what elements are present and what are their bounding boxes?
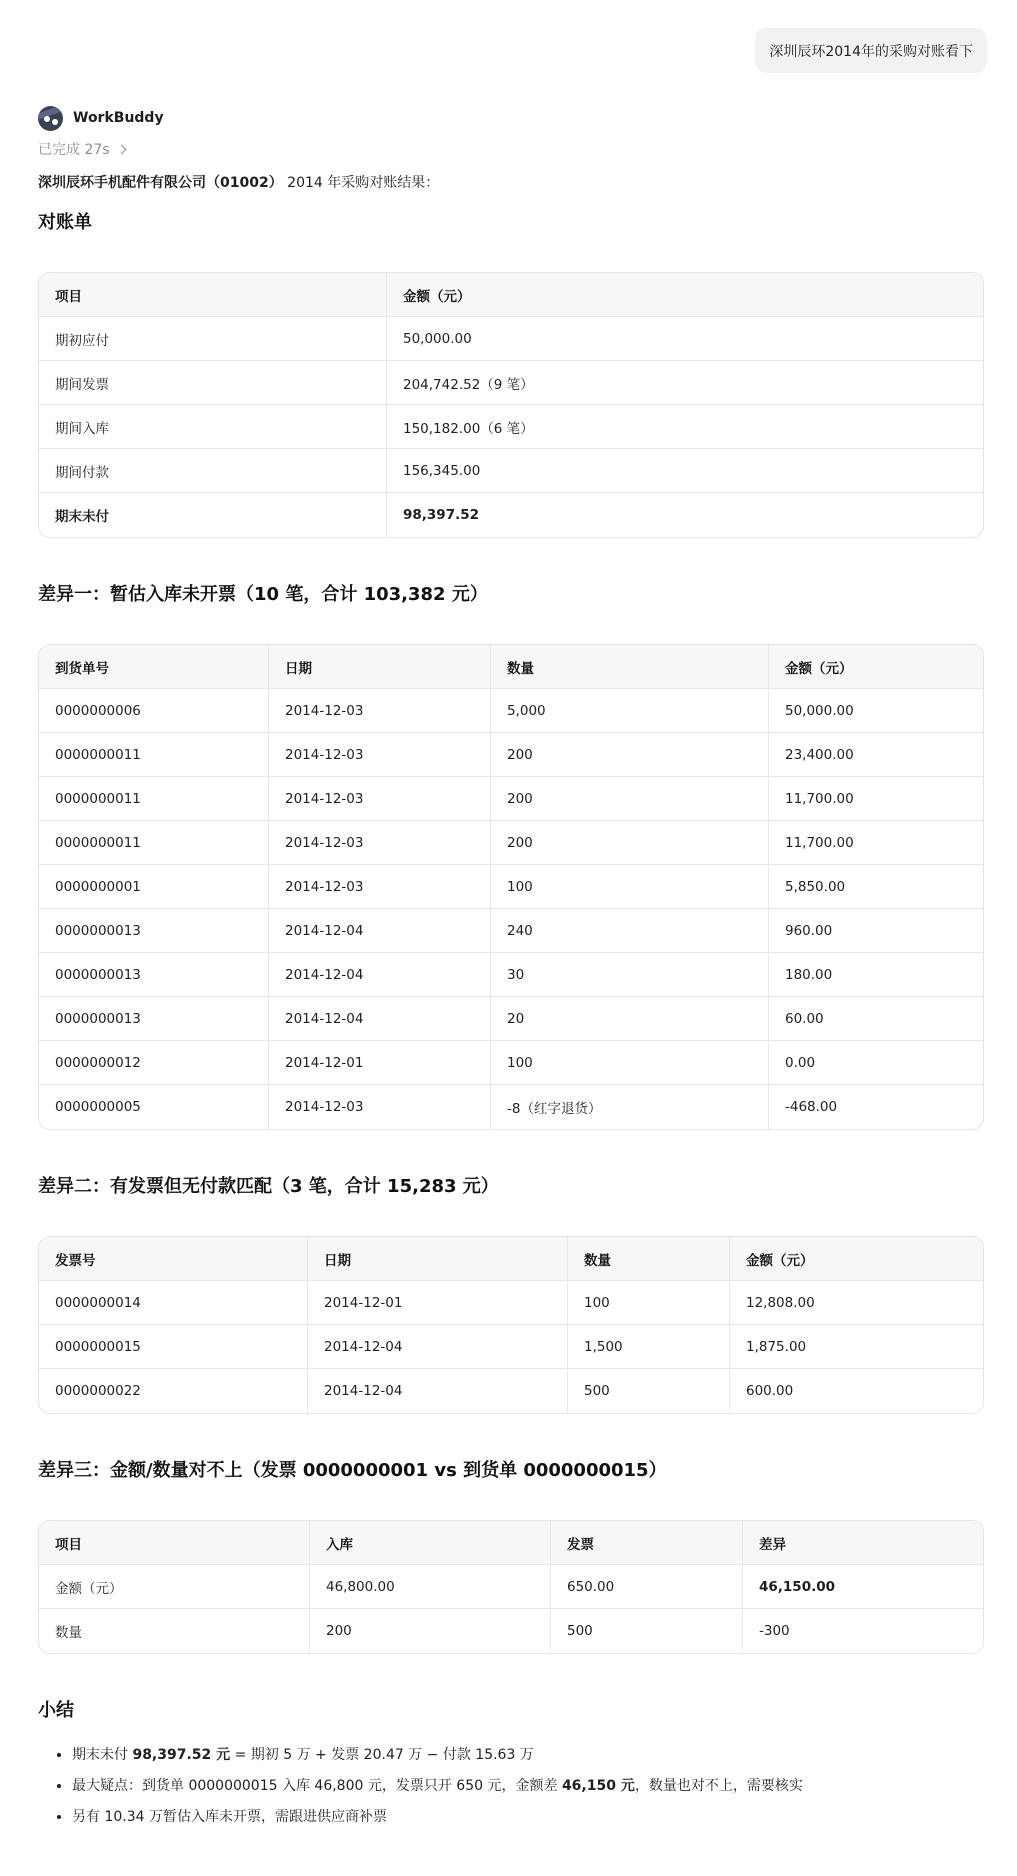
column-header: 金额（元） <box>730 1237 983 1281</box>
assistant-message <box>38 104 984 1833</box>
table-cell: 2014-12-03 <box>269 689 491 733</box>
diff2-table <box>38 1236 984 1414</box>
agent-name: WorkBuddy <box>73 110 164 126</box>
table-cell: 0000000005 <box>39 1085 269 1129</box>
column-header: 数量 <box>568 1237 730 1281</box>
table-cell: 50,000.00 <box>769 689 983 733</box>
column-header: 数量 <box>491 645 769 689</box>
table-cell: 1,875.00 <box>730 1325 983 1369</box>
table-cell: 180.00 <box>769 953 983 997</box>
column-header: 项目 <box>39 1521 310 1565</box>
table-cell: 数量 <box>39 1609 310 1653</box>
table-row <box>39 1325 983 1369</box>
table-cell: 2014-12-04 <box>308 1369 568 1413</box>
table-cell: 0000000013 <box>39 953 269 997</box>
column-header: 差异 <box>743 1521 983 1565</box>
table-cell: 2014-12-01 <box>308 1281 568 1325</box>
table-cell: 20 <box>491 997 769 1041</box>
column-header: 日期 <box>308 1237 568 1281</box>
summary-text: = 期初 5 万 + 发票 20.47 万 − 付款 15.63 万 <box>230 1747 534 1763</box>
table-cell: 150,182.00（6 笔） <box>387 405 983 449</box>
table-cell: 2014-12-04 <box>308 1325 568 1369</box>
table-row <box>39 953 983 997</box>
table-cell: 12,808.00 <box>730 1281 983 1325</box>
diff3-title: 差异三：金额/数量对不上（发票 0000000001 vs 到货单 0000000015） <box>38 1460 667 1481</box>
table-cell: 5,000 <box>491 689 769 733</box>
table-row <box>39 1609 983 1653</box>
table-cell: 2014-12-04 <box>269 953 491 997</box>
table-header-row <box>39 645 983 689</box>
table-cell: 50,000.00 <box>387 317 983 361</box>
table-cell: 100 <box>491 865 769 909</box>
list-item <box>72 1740 984 1771</box>
summary-text: ，数量也对不上，需要核实 <box>634 1778 803 1794</box>
table-cell: 650.00 <box>551 1565 743 1609</box>
table-cell: 200 <box>491 821 769 865</box>
table-cell: 0000000011 <box>39 733 269 777</box>
table-row <box>39 1281 983 1325</box>
statement-title: 对账单 <box>38 212 92 233</box>
intro-text: 2014 年采购对账结果： <box>282 175 440 191</box>
table-cell: 2014-12-03 <box>269 777 491 821</box>
table-cell: 98,397.52 <box>403 507 480 523</box>
table-cell: 0.00 <box>769 1041 983 1085</box>
table-row <box>39 493 983 537</box>
table-cell: 期间入库 <box>39 405 387 449</box>
intro-line <box>38 172 984 194</box>
table-cell: 2014-12-03 <box>269 1085 491 1129</box>
table-row <box>39 361 983 405</box>
column-header: 金额（元） <box>769 645 983 689</box>
table-cell: 11,700.00 <box>769 777 983 821</box>
statement-table <box>38 272 984 538</box>
table-cell: 2014-12-01 <box>269 1041 491 1085</box>
agent-header <box>38 104 984 132</box>
table-cell: 0000000011 <box>39 821 269 865</box>
column-header: 金额（元） <box>387 273 983 317</box>
table-cell: 60.00 <box>769 997 983 1041</box>
summary-list <box>38 1740 984 1833</box>
table-row <box>39 405 983 449</box>
table-cell: 204,742.52（9 笔） <box>387 361 983 405</box>
table-cell: 0000000015 <box>39 1325 308 1369</box>
table-cell: 46,150.00 <box>743 1565 983 1609</box>
list-item <box>72 1771 984 1802</box>
list-item <box>72 1802 984 1833</box>
table-cell: 23,400.00 <box>769 733 983 777</box>
summary-title: 小结 <box>38 1700 74 1721</box>
column-header: 入库 <box>310 1521 551 1565</box>
table-cell: 500 <box>568 1369 730 1413</box>
table-header-row <box>39 273 983 317</box>
table-cell: 156,345.00 <box>387 449 983 493</box>
table-cell: 200 <box>310 1609 551 1653</box>
column-header: 发票 <box>551 1521 743 1565</box>
table-cell: 200 <box>491 733 769 777</box>
table-row <box>39 865 983 909</box>
diff1-table <box>38 644 984 1130</box>
summary-text: 期末未付 <box>72 1747 133 1763</box>
table-cell: 金额（元） <box>39 1565 310 1609</box>
user-message: 深圳辰环2014年的采购对账看下 <box>755 28 987 73</box>
table-row <box>39 449 983 493</box>
summary-text: 另有 10.34 万暂估入库未开票，需跟进供应商补票 <box>72 1809 387 1825</box>
table-cell: -8（红字退货） <box>491 1085 769 1129</box>
table-cell: 期间发票 <box>39 361 387 405</box>
table-cell: 100 <box>568 1281 730 1325</box>
table-cell: -300 <box>759 1623 790 1639</box>
table-row <box>39 777 983 821</box>
table-cell: 500 <box>551 1609 743 1653</box>
table-cell: 1,500 <box>568 1325 730 1369</box>
table-cell: 200 <box>491 777 769 821</box>
table-row <box>39 1085 983 1129</box>
table-cell: 30 <box>491 953 769 997</box>
table-cell: 2014-12-03 <box>269 733 491 777</box>
table-cell: 46,800.00 <box>310 1565 551 1609</box>
table-cell: 5,850.00 <box>769 865 983 909</box>
completion-status-toggle[interactable] <box>38 138 984 160</box>
summary-highlight: 98,397.52 元 <box>132 1747 231 1763</box>
table-cell: 期末未付 <box>39 493 387 537</box>
table-row <box>39 821 983 865</box>
column-header: 到货单号 <box>39 645 269 689</box>
table-cell: 0000000012 <box>39 1041 269 1085</box>
table-cell: 2014-12-04 <box>269 909 491 953</box>
summary-highlight: 46,150 元 <box>561 1778 635 1794</box>
diff3-table <box>38 1520 984 1654</box>
table-cell: 240 <box>491 909 769 953</box>
table-cell: 0000000013 <box>39 997 269 1041</box>
diff1-title: 差异一：暂估入库未开票（10 笔，合计 103,382 元） <box>38 584 488 605</box>
table-header-row <box>39 1521 983 1565</box>
table-row <box>39 1041 983 1085</box>
summary-text: 最大疑点：到货单 0000000015 入库 46,800 元，发票只开 650 元，金额差 <box>72 1778 562 1794</box>
column-header: 项目 <box>39 273 387 317</box>
table-row <box>39 733 983 777</box>
table-cell: 期间付款 <box>39 449 387 493</box>
column-header: 发票号 <box>39 1237 308 1281</box>
table-cell: 0000000006 <box>39 689 269 733</box>
chevron-right-icon <box>116 144 126 154</box>
table-header-row <box>39 1237 983 1281</box>
table-cell: 0000000011 <box>39 777 269 821</box>
workbuddy-avatar-icon <box>38 106 63 131</box>
table-cell: 0000000014 <box>39 1281 308 1325</box>
table-row <box>39 1565 983 1609</box>
table-cell: -468.00 <box>785 1099 838 1115</box>
table-row <box>39 689 983 733</box>
column-header: 日期 <box>269 645 491 689</box>
company-name: 深圳辰环手机配件有限公司（01002） <box>38 175 283 191</box>
completion-status-text: 已完成 27s <box>38 142 110 158</box>
table-cell: 11,700.00 <box>769 821 983 865</box>
table-row <box>39 317 983 361</box>
table-cell: 2014-12-03 <box>269 865 491 909</box>
table-row <box>39 1369 983 1413</box>
table-cell: 960.00 <box>769 909 983 953</box>
table-cell: 0000000001 <box>39 865 269 909</box>
table-cell: 0000000013 <box>39 909 269 953</box>
table-cell: 0000000022 <box>39 1369 308 1413</box>
table-row <box>39 909 983 953</box>
table-cell: 期初应付 <box>39 317 387 361</box>
table-cell: 600.00 <box>746 1383 794 1399</box>
table-cell: 2014-12-03 <box>269 821 491 865</box>
table-row <box>39 997 983 1041</box>
table-cell: 2014-12-04 <box>269 997 491 1041</box>
table-cell: 100 <box>491 1041 769 1085</box>
diff2-title: 差异二：有发票但无付款匹配（3 笔，合计 15,283 元） <box>38 1176 499 1197</box>
